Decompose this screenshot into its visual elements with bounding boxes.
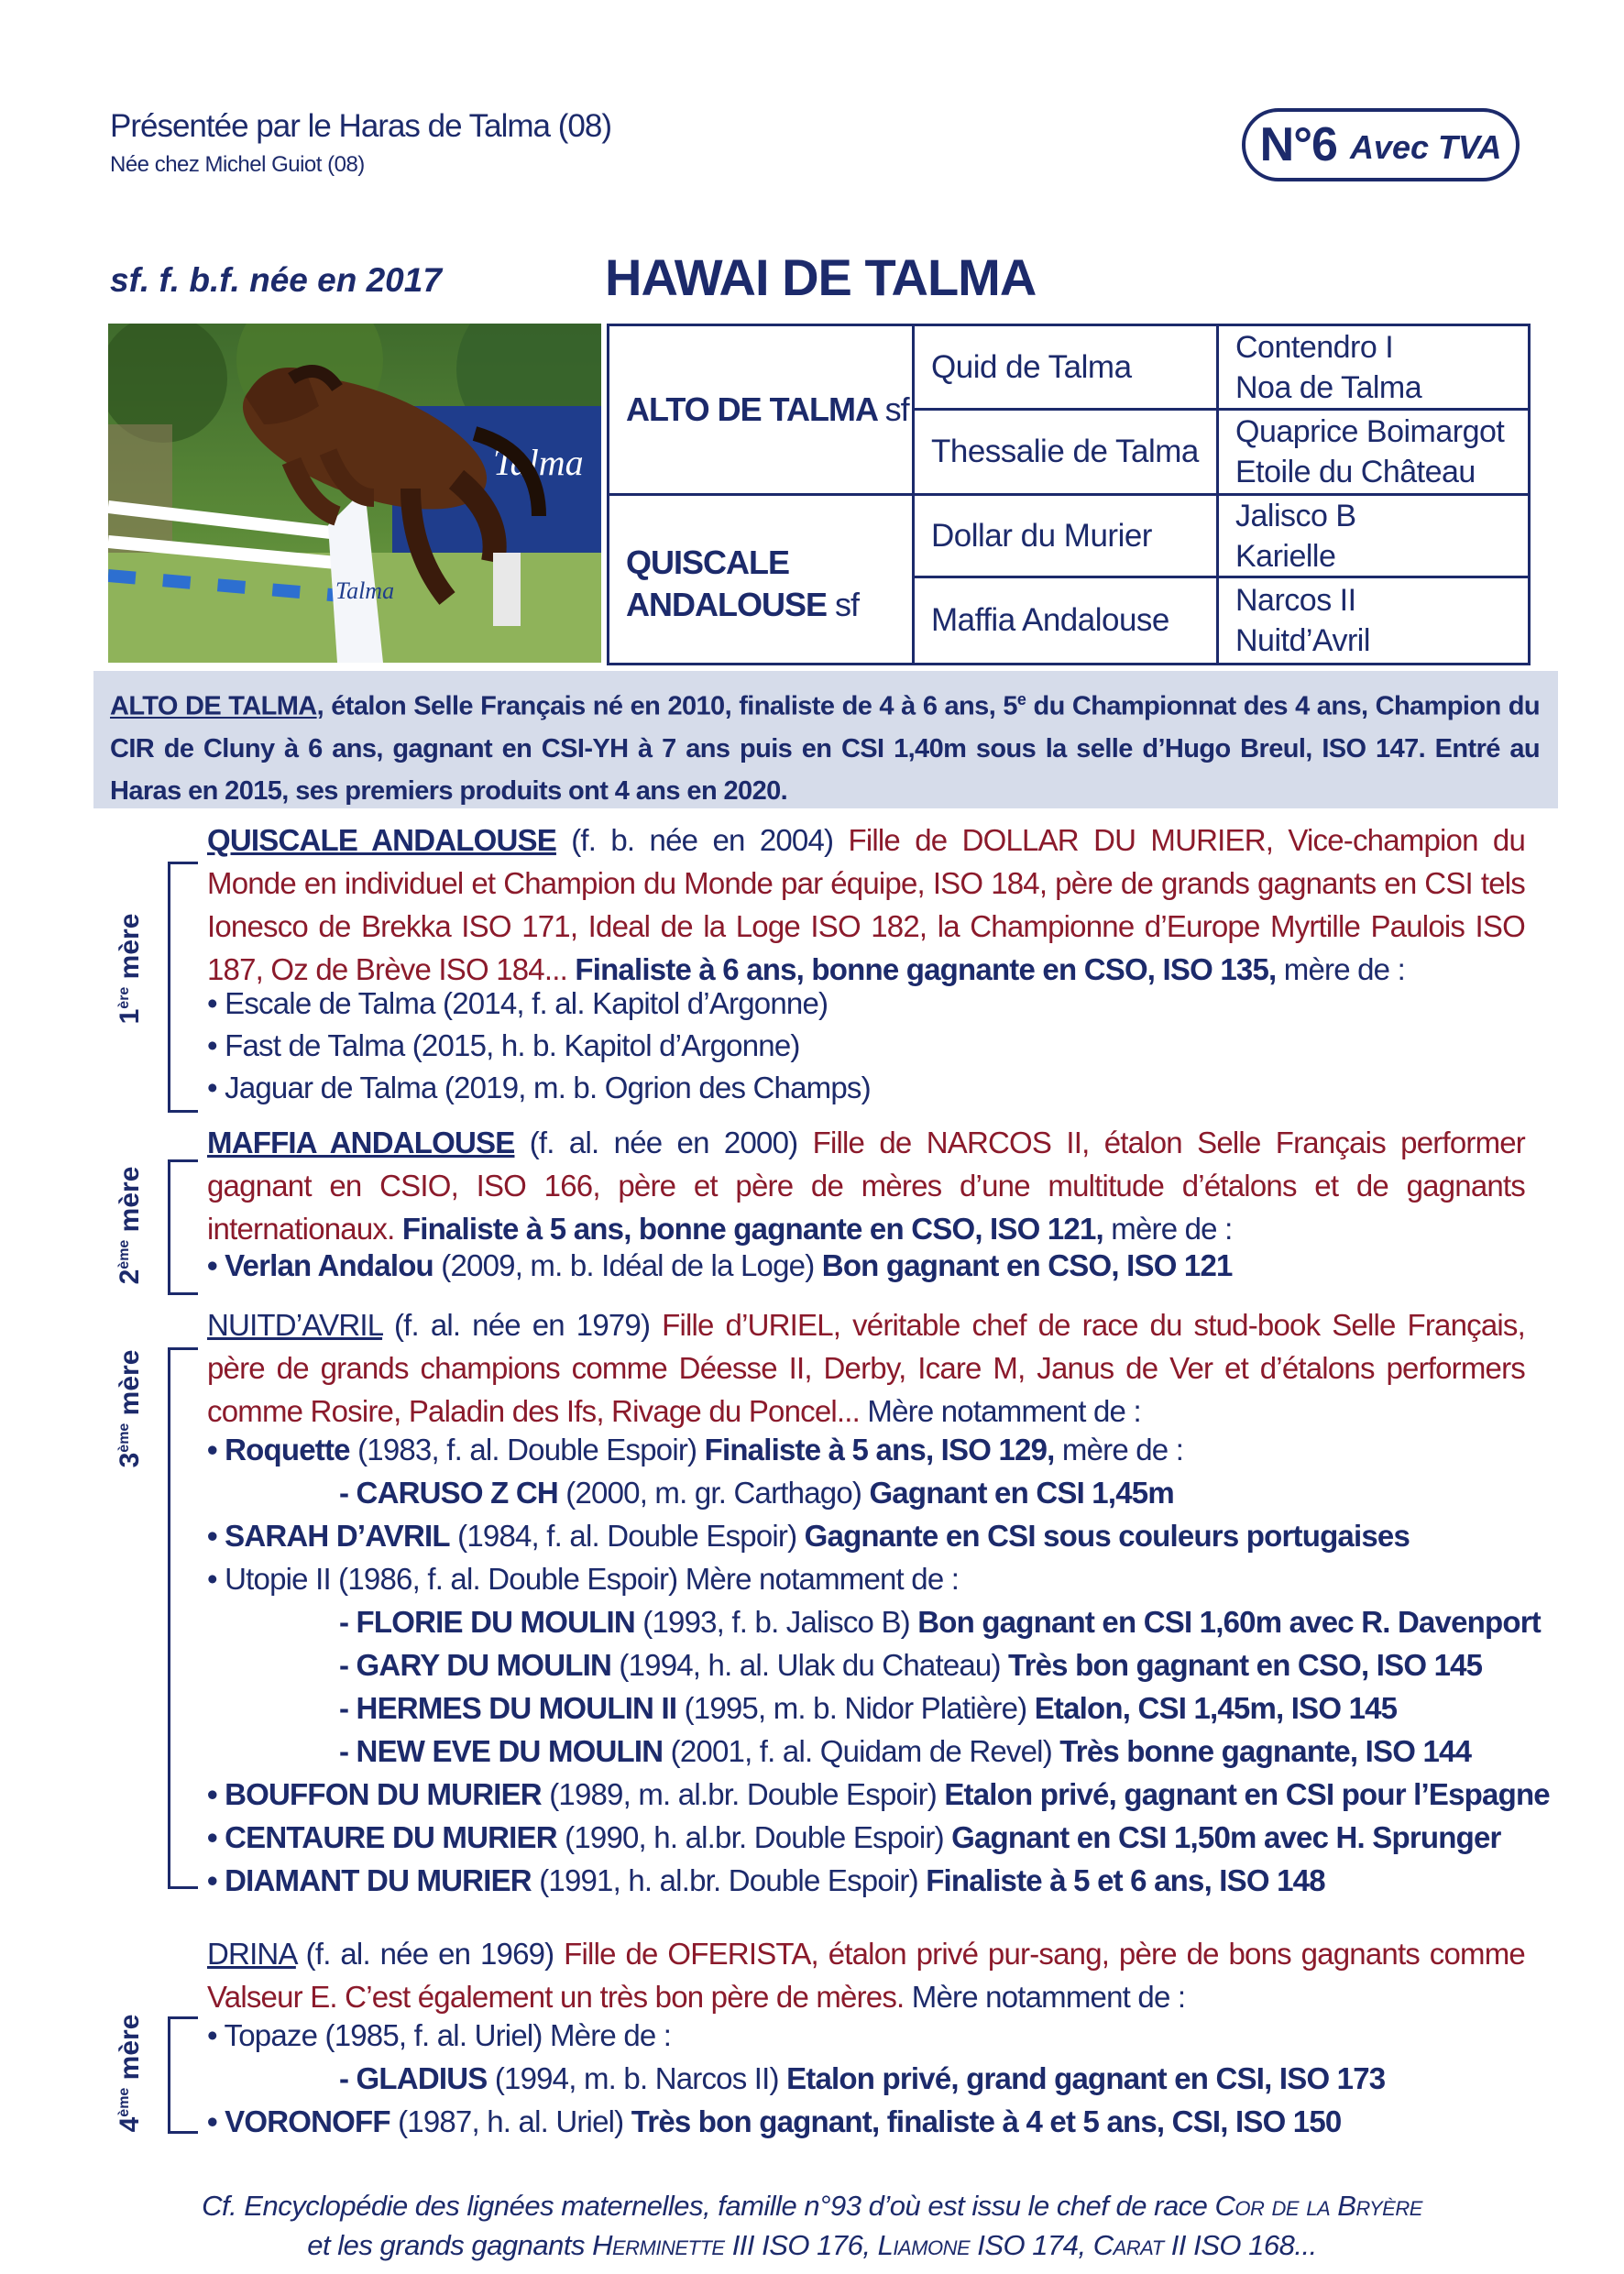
footer-smallcaps: Cor de la Bryère (1214, 2190, 1422, 2222)
product-name: • CENTAURE DU MURIER (207, 1820, 557, 1854)
third-dam-bracket (168, 1347, 198, 1889)
product-item (207, 1777, 1550, 1812)
label-num: 1 (115, 1008, 145, 1025)
label-word: mère (115, 1349, 145, 1423)
dam-sire-info: Fille d’URIEL, véritable chef de race du stud-book Selle Français, père de grands champions comme Déesse II, Derby, Icare M, Janus de Ver et d’étalons performers comme Rosire, Paladin des Ifs, Rivage du Poncel... (207, 1308, 1525, 1428)
product-info: (1993, f. b. Jalisco B) (634, 1605, 918, 1639)
product-tail: mère de : (1054, 1433, 1184, 1467)
label-sup: ème (116, 1239, 132, 1269)
label-word: mère (115, 913, 145, 987)
pedigree-dam (609, 496, 912, 663)
product-performance: Gagnante en CSI sous couleurs portugaises (804, 1519, 1410, 1553)
sire-note (110, 678, 1540, 812)
product-name: • BOUFFON DU MURIER (207, 1777, 542, 1811)
product-performance: Etalon privé, gagnant en CSI pour l’Espagne (944, 1777, 1550, 1811)
product-item: • Utopie II (1986, f. al. Double Espoir) Mère notamment de : (207, 1562, 960, 1596)
sire-note-text: du Championnat des 4 ans, Champion du CIR de Cluny à 6 ans, gagnant en CSI-YH à 7 ans puis en CSI 1,40m sous la selle d’Hugo Breul, ISO 147. Entré au Haras en 2015, ses premiers produits ont 4 ans en 2020. (110, 691, 1540, 806)
product-name: - GARY DU MOULIN (339, 1648, 612, 1682)
presented-by: Présentée par le Haras de Talma (08) (110, 108, 611, 144)
lot-number: N°6 (1259, 118, 1337, 171)
dam-sire-info: Fille de NARCOS II, étalon Selle Français performer gagnant en CSIO, ISO 166, père et père de mères d’une multitude d’étalons et de gagnants internationaux. (207, 1126, 1525, 1246)
product-item (207, 1519, 1410, 1554)
product-item: • Topaze (1985, f. al. Uriel) Mère de : (207, 2018, 672, 2052)
product-item (207, 1863, 1325, 1898)
sire-note-text: , étalon Selle Français né en 2010, finaliste de 4 à 6 ans, 5 (316, 691, 1017, 721)
product-info: (1984, f. al. Double Espoir) (449, 1519, 805, 1553)
dam-performance: Finaliste à 6 ans, bonne gagnante en CSO, ISO 135, (566, 952, 1277, 986)
product-item (339, 2061, 1385, 2096)
svg-text:Talma: Talma (335, 577, 395, 604)
product-performance: Très bon gagnant en CSO, ISO 145 (1008, 1648, 1483, 1682)
footer-smallcaps: Liamone (877, 2229, 971, 2261)
fourth-dam-label (115, 2000, 146, 2147)
fourth-dam-bracket (168, 2016, 198, 2134)
sire-note-sup: e (1016, 690, 1026, 709)
product-name: • SARAH D’AVRIL (207, 1519, 450, 1553)
grandparent: Maffia Andalouse (931, 602, 1169, 638)
second-dam-paragraph (207, 1121, 1525, 1250)
product-info: (1994, m. b. Narcos II) (487, 2061, 787, 2095)
grandparent: Quid de Talma (931, 348, 1132, 385)
label-sup: ère (116, 986, 132, 1009)
product-info: (1994, h. al. Ulak du Chateau) (611, 1648, 1009, 1682)
pedigree-table (607, 324, 1531, 665)
horse-jumping-image (108, 324, 601, 663)
product-item (207, 1433, 1183, 1467)
great-grandparents (1219, 411, 1528, 493)
product-item (207, 1248, 1233, 1283)
horse-name: HAWAI DE TALMA (605, 248, 1037, 306)
horse-photo (108, 324, 601, 663)
dam-info: (f. b. née en 2004) (555, 823, 849, 857)
dam-tail: Mère notamment de : (904, 1980, 1186, 2014)
dam-studbook: sf (835, 586, 860, 623)
dam-tail: mère de : (1103, 1212, 1233, 1246)
great-grandparent: Nuitd’Avril (1235, 623, 1370, 658)
great-grandparents (1219, 578, 1528, 663)
sire-studbook: sf (884, 390, 909, 428)
sire-name: ALTO DE TALMA (626, 390, 877, 428)
footer-smallcaps: Carat II (1092, 2229, 1186, 2261)
product-info: (1991, h. al.br. Double Espoir) (531, 1863, 927, 1897)
great-grandparents (1219, 326, 1528, 408)
label-num: 2 (115, 1269, 145, 1285)
product-item (339, 1648, 1482, 1683)
dam-info: (f. al. née en 1979) (382, 1308, 663, 1342)
footer-text: ISO 168... (1186, 2229, 1317, 2261)
footer-text: ISO 176, (754, 2229, 878, 2261)
product-item (339, 1476, 1174, 1511)
product-item: • Fast de Talma (2015, h. b. Kapitol d’Argonne) (207, 1028, 800, 1062)
product-item (339, 1691, 1397, 1726)
lot-vat: Avec TVA (1349, 128, 1502, 166)
dam-name-line2: ANDALOUSE (626, 586, 828, 623)
label-word: mère (115, 1166, 145, 1240)
product-name: • Verlan Andalou (207, 1248, 433, 1282)
product-info: (1995, m. b. Nidor Platière) (676, 1691, 1035, 1725)
great-grandparent: Jalisco B (1235, 498, 1356, 533)
footer-text: ISO 174, (970, 2229, 1093, 2261)
sire-note-name: ALTO DE TALMA (110, 691, 317, 721)
great-grandparents (1219, 496, 1528, 576)
second-dam-label (115, 1152, 146, 1299)
label-word: mère (115, 2014, 145, 2088)
dam-info: (f. al. née en 2000) (514, 1126, 813, 1159)
product-performance: Finaliste à 5 ans, ISO 129, (704, 1433, 1055, 1467)
great-grandparent: Karielle (1235, 538, 1336, 574)
footer-line-2 (0, 2225, 1624, 2265)
dam-name: NUITD’AVRIL (207, 1308, 383, 1342)
product-item (207, 1820, 1501, 1855)
product-performance: Très bonne gagnante, ISO 144 (1059, 1734, 1472, 1768)
product-name: - CARUSO Z CH (339, 1476, 558, 1510)
label-num: 4 (115, 2116, 145, 2133)
fourth-dam-paragraph (207, 1932, 1525, 2018)
first-dam-paragraph (207, 818, 1525, 991)
product-info: (2001, f. al. Quidam de Revel) (663, 1734, 1060, 1768)
footer-smallcaps: Herminette III (592, 2229, 755, 2261)
product-item: • Jaguar de Talma (2019, m. b. Ogrion des Champs) (207, 1071, 871, 1104)
product-name: • DIAMANT DU MURIER (207, 1863, 532, 1897)
born-at: Née chez Michel Guiot (08) (110, 152, 365, 177)
third-dam-paragraph (207, 1303, 1525, 1433)
great-grandparent: Noa de Talma (1235, 369, 1422, 405)
product-info: (2000, m. gr. Carthago) (557, 1476, 870, 1510)
label-sup: ème (116, 1423, 132, 1453)
dam-tail: Mère notamment de : (860, 1394, 1141, 1428)
footer-text: Cf. Encyclopédie des lignées maternelles, famille n°93 d’où est issu le chef de race (202, 2190, 1215, 2222)
dam-name: MAFFIA ANDALOUSE (207, 1126, 515, 1159)
product-performance: Bon gagnant en CSI 1,60m avec R. Davenport (917, 1605, 1541, 1639)
product-name: - FLORIE DU MOULIN (339, 1605, 635, 1639)
dam-info: (f. al. née en 1969) (295, 1937, 565, 1971)
first-dam-bracket (168, 862, 198, 1113)
great-grandparent: Quaprice Boimargot (1235, 414, 1505, 449)
great-grandparent: Contendro I (1235, 329, 1394, 365)
third-dam-label (115, 1335, 146, 1482)
dam-name-line1: QUISCALE (626, 544, 790, 581)
product-name: • VORONOFF (207, 2104, 390, 2138)
product-info: (1990, h. al.br. Double Espoir) (556, 1820, 952, 1854)
great-grandparent: Etoile du Château (1235, 455, 1476, 489)
product-performance: Très bon gagnant, finaliste à 4 et 5 ans, CSI, ISO 150 (631, 2104, 1342, 2138)
product-info: (2009, m. b. Idéal de la Loge) (433, 1248, 822, 1282)
product-performance: Gagnant en CSI 1,45m (869, 1476, 1174, 1510)
first-dam-label (115, 895, 146, 1042)
label-num: 3 (115, 1452, 145, 1468)
footer-text: et les grands gagnants (307, 2229, 593, 2261)
footer-reference (0, 2186, 1624, 2265)
sire-note-box (93, 671, 1558, 808)
grandparent: Thessalie de Talma (931, 434, 1199, 469)
product-performance: Gagnant en CSI 1,50m avec H. Sprunger (951, 1820, 1501, 1854)
product-name: - HERMES DU MOULIN II (339, 1691, 677, 1725)
footer-line-1 (0, 2186, 1624, 2225)
product-performance: Etalon, CSI 1,45m, ISO 145 (1034, 1691, 1398, 1725)
lot-badge (1242, 108, 1520, 181)
grandparent: Dollar du Murier (931, 517, 1152, 554)
great-grandparent: Narcos II (1235, 583, 1356, 618)
product-performance: Finaliste à 5 et 6 ans, ISO 148 (926, 1863, 1325, 1897)
svg-text:Talma: Talma (493, 442, 584, 483)
product-info: (1983, f. al. Double Espoir) (349, 1433, 705, 1467)
pedigree-sire (609, 326, 912, 493)
product-item (207, 2104, 1341, 2139)
product-name: - NEW EVE DU MOULIN (339, 1734, 664, 1768)
dam-sire-info: Fille de DOLLAR DU MURIER, Vice-champion du Monde en individuel et Champion du Monde par équipe, ISO 184, père de grands gagnants en CSI tels Ionesco de Brekka ISO 171, Ideal de la Loge ISO 182, la Championne d’Europe Myrtille Paulois ISO 187, Oz de Brève ISO 184... (207, 823, 1526, 986)
product-name: • Roquette (207, 1433, 350, 1467)
product-info: (1989, m. al.br. Double Espoir) (541, 1777, 945, 1811)
product-item (339, 1605, 1541, 1640)
dam-name: QUISCALE ANDALOUSE (207, 823, 556, 857)
product-performance: Etalon privé, grand gagnant en CSI, ISO 173 (786, 2061, 1386, 2095)
product-info: (1987, h. al. Uriel) (390, 2104, 631, 2138)
second-dam-bracket (168, 1159, 198, 1295)
dam-sire-info: Fille de OFERISTA, étalon privé pur-sang, père de bons gagnants comme Valseur E. C’est également un très bon père de mères. (207, 1937, 1525, 2014)
dam-tail: mère de : (1276, 952, 1405, 986)
label-sup: ème (116, 2087, 132, 2117)
dam-name: DRINA (207, 1937, 296, 1971)
product-item (339, 1734, 1471, 1769)
product-name: - GLADIUS (339, 2061, 488, 2095)
horse-description: sf. f. b.f. née en 2017 (110, 261, 442, 299)
product-item: • Escale de Talma (2014, f. al. Kapitol d’Argonne) (207, 986, 828, 1020)
dam-performance: Finaliste à 5 ans, bonne gagnante en CSO, ISO 121, (394, 1212, 1103, 1246)
product-performance: Bon gagnant en CSO, ISO 121 (821, 1248, 1233, 1282)
